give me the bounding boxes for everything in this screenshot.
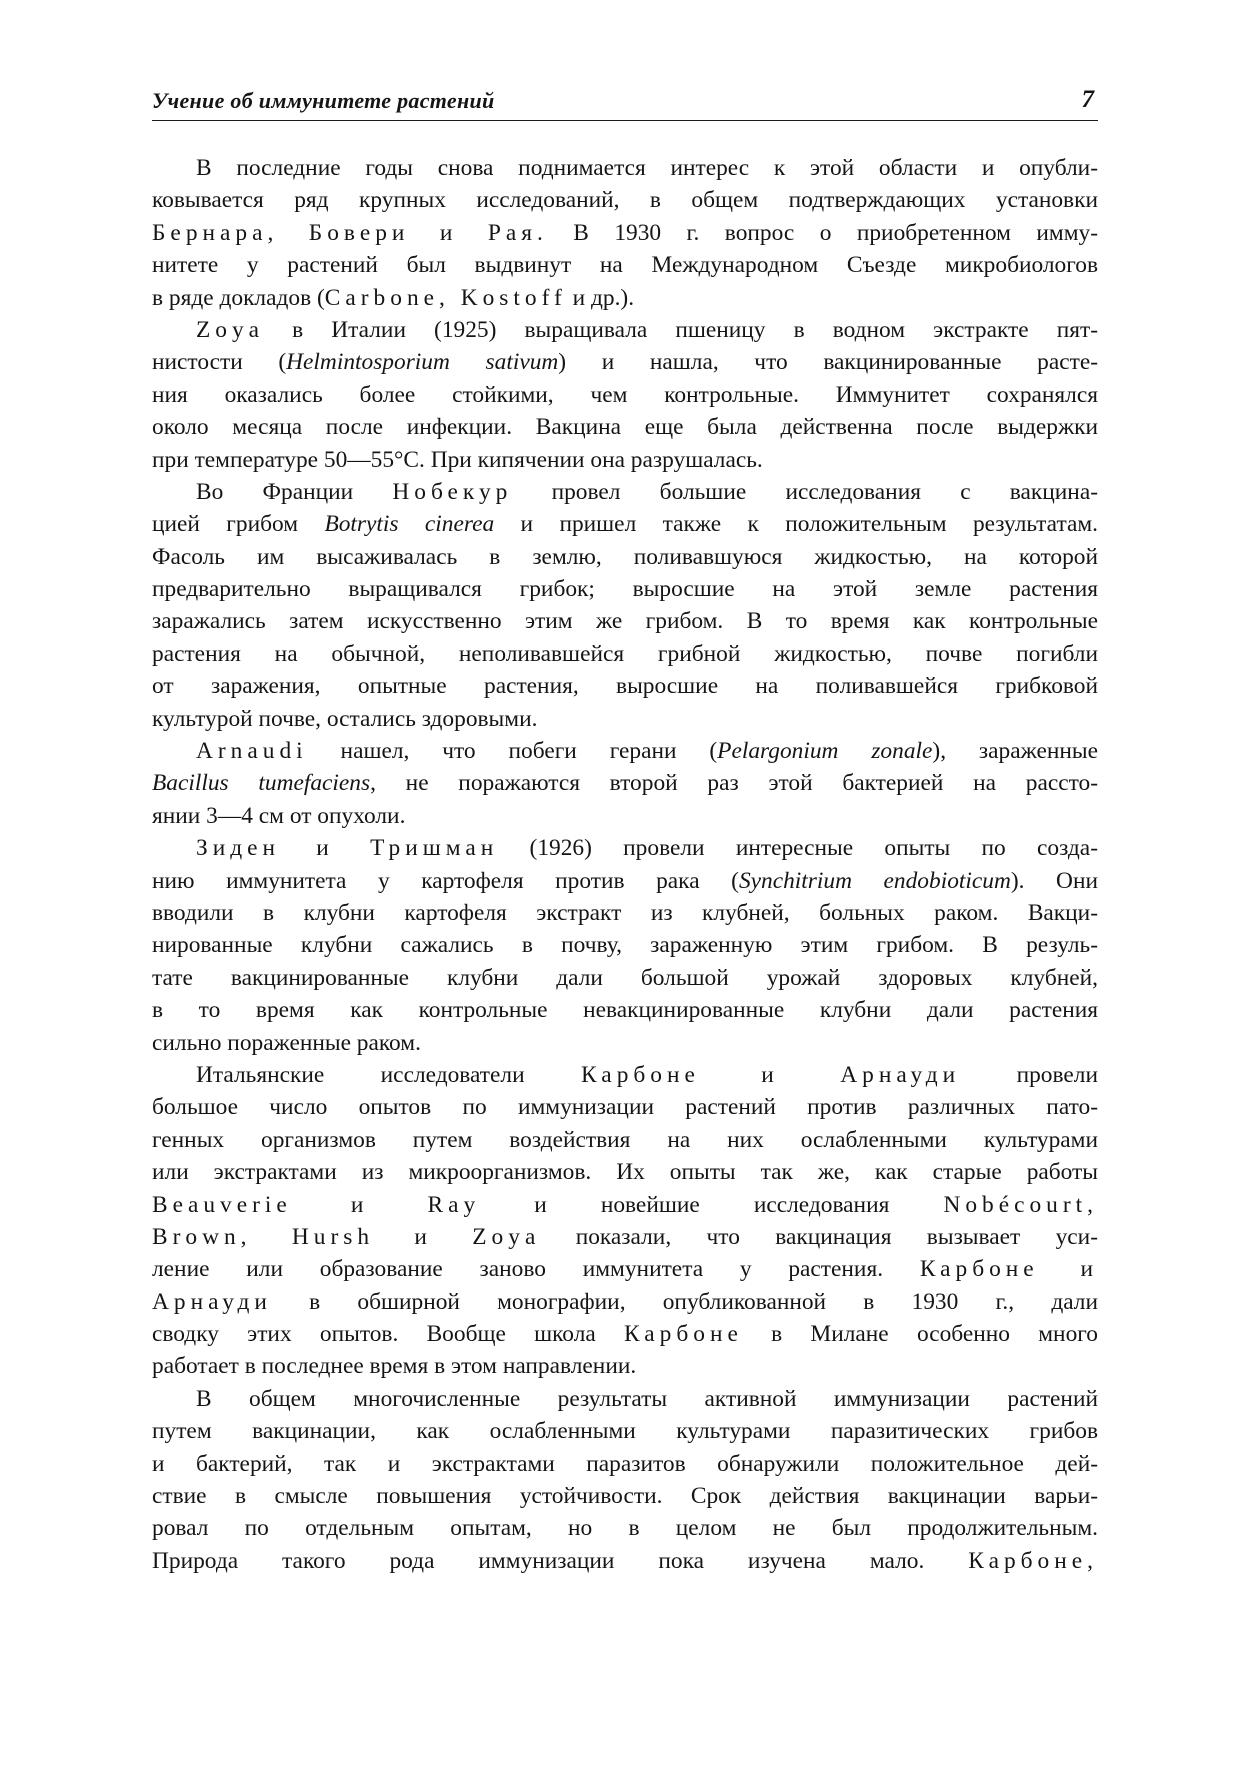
text-line (152, 1091, 1098, 1123)
text-line (152, 735, 1098, 767)
text-run: в Италии (1925) выращивала пшеницу в водном экстракте пят- (264, 316, 1098, 343)
text-run: провел большие исследования с вакцина- (512, 478, 1098, 505)
author-name: Carbone, Kostoff (324, 284, 567, 311)
text-run: вводили в клубни картофеля экстракт из клубней, больных раком. Вакци- (152, 899, 1098, 926)
text-line (152, 703, 1098, 735)
text-run: нированные клубни сажались в почву, зараженную этим грибом. В резуль- (152, 932, 1098, 959)
text-run: от заражения, опытные растения, выросшие на поливавшейся грибковой (152, 673, 1098, 700)
text-line (152, 573, 1098, 605)
text-run: ровал по отдельным опытам, но в целом не был продолжительным. (152, 1515, 1098, 1542)
text-line (152, 1383, 1098, 1415)
text-line (152, 1512, 1098, 1544)
text-line (152, 346, 1098, 378)
text-run: цией грибом (152, 511, 325, 538)
paragraph (152, 152, 1098, 314)
author-name: Zoya (196, 316, 265, 343)
text-run: ). Они (1010, 867, 1098, 894)
text-run: показали, что вакцинация вызывает уси- (540, 1223, 1098, 1250)
text-run: в ряде докладов ( (152, 284, 325, 311)
text-line (152, 800, 1098, 832)
text-run: В 1930 г. вопрос о приобретенном имму- (547, 219, 1098, 246)
text-run: Природа такого рода иммунизации пока изучена мало. (152, 1547, 969, 1574)
text-line (152, 1027, 1098, 1059)
text-line (152, 962, 1098, 994)
paragraph (152, 1383, 1098, 1577)
text-run: заражались затем искусственно этим же грибом. В то время как контрольные (152, 608, 1098, 635)
text-run: и др.). (566, 284, 635, 311)
text-run: в обширной монографии, опубликованной в 1930 г., дали (271, 1288, 1098, 1315)
text-line (152, 217, 1098, 249)
text-line (152, 605, 1098, 637)
author-name: Карбоне и Арнауди (581, 1061, 961, 1088)
text-line (152, 1545, 1098, 1577)
latin-name: Bacillus tumefaciens (152, 770, 371, 797)
text-run: Итальянские исследователи (196, 1061, 582, 1088)
latin-name: Synchitrium endobioticum (738, 867, 1011, 894)
text-run: и пришел также к положительным результатам. (494, 511, 1098, 538)
text-line (152, 1350, 1098, 1382)
text-run: генных организмов путем воздействия на них ослабленными культурами (152, 1126, 1098, 1153)
text-line (152, 476, 1098, 508)
text-run: Во Франции (196, 478, 393, 505)
text-run: нитете у растений был выдвинут на Международном Съезде микробиологов (152, 252, 1098, 279)
text-line (152, 249, 1098, 281)
text-run: сильно пораженные раком. (152, 1029, 421, 1056)
text-run: или экстрактами из микроорганизмов. Их опыты так же, как старые работы (152, 1159, 1098, 1186)
author-name: Карбоне и (919, 1256, 1098, 1283)
latin-name: Pelargonium zonale (717, 738, 933, 765)
text-run: сводку этих опытов. Вообще школа (152, 1321, 624, 1348)
running-title: Учение об иммунитете растений (152, 88, 495, 113)
text-line (152, 1189, 1098, 1221)
text-run: работает в последнее время в этом направлении. (152, 1353, 637, 1380)
author-name: Beauverie и Ray (152, 1191, 481, 1218)
body-text (152, 152, 1098, 1577)
text-run: в Милане особенно много (742, 1321, 1098, 1348)
text-run: тате вакцинированные клубни дали большой урожай здоровых клубней, (152, 964, 1098, 991)
text-run: растения на обычной, неполивавшейся грибной жидкостью, почве погибли (152, 640, 1098, 667)
text-line (152, 1253, 1098, 1285)
author-name: Карбоне, (968, 1547, 1098, 1574)
text-line (152, 1156, 1098, 1188)
text-line (152, 767, 1098, 799)
paragraph (152, 314, 1098, 476)
text-run: ния оказались более стойкими, чем контрольные. Иммунитет сохранялся (152, 381, 1098, 408)
latin-name: Helmintosporium sativum (286, 349, 559, 376)
author-name: Arnaudi (196, 738, 308, 765)
text-line (152, 379, 1098, 411)
text-line (152, 1480, 1098, 1512)
text-line (152, 1286, 1098, 1318)
text-line (152, 444, 1098, 476)
text-run: культурой почве, остались здоровыми. (152, 705, 538, 732)
author-name: Nobécourt, (943, 1191, 1099, 1218)
text-run: ковывается ряд крупных исследований, в общем подтверждающих установки (152, 187, 1098, 214)
text-line (152, 282, 1098, 314)
text-run: , не поражаются второй раз этой бактерией на рассто- (370, 770, 1098, 797)
text-line (152, 1059, 1098, 1091)
paragraph (152, 735, 1098, 832)
text-line (152, 897, 1098, 929)
text-run: В последние годы снова поднимается интерес к этой области и опубли- (196, 155, 1098, 181)
text-run: большое число опытов по иммунизации растений против различных пато- (152, 1094, 1098, 1121)
text-line (152, 994, 1098, 1026)
author-name: Бернара, Бовери и Рая. (152, 219, 548, 246)
text-run: нию иммунитета у картофеля против рака ( (152, 867, 739, 894)
author-name: Нобекур (392, 478, 513, 505)
text-line (152, 832, 1098, 864)
text-line (152, 508, 1098, 540)
paragraph (152, 476, 1098, 735)
text-run: предварительно выращивался грибок; выросшие на этой земле растения (152, 576, 1098, 603)
text-run: при температуре 50—55°C. При кипячении она разрушалась. (152, 446, 763, 473)
paragraph (152, 1059, 1098, 1383)
text-run: ) и нашла, что вакцинированные расте- (558, 349, 1098, 376)
text-line (152, 1448, 1098, 1480)
author-name: Арнауди (152, 1288, 272, 1315)
text-run: янии 3—4 см от опухоли. (152, 802, 406, 829)
text-run: нистости ( (152, 349, 287, 376)
text-run: и бактерий, так и экстрактами паразитов обнаружили положительное дей- (152, 1450, 1098, 1477)
text-line (152, 1415, 1098, 1447)
page-number: 7 (1081, 86, 1094, 113)
author-name: Brown, Hursh и Zoya (152, 1223, 541, 1250)
text-run: и новейшие исследования (480, 1191, 944, 1218)
text-run: в то время как контрольные невакцинированные клубни дали растения (152, 997, 1098, 1024)
text-run: Фасоль им высаживалась в землю, поливавшуюся жидкостью, на которой (152, 543, 1098, 570)
text-run: (1926) провели интересные опыты по созда- (498, 835, 1098, 862)
text-line (152, 1124, 1098, 1156)
text-line (152, 541, 1098, 573)
text-line (152, 184, 1098, 216)
text-run: ствие в смысле повышения устойчивости. Срок действия вакцинации варьи- (152, 1483, 1098, 1510)
text-run: около месяца после инфекции. Вакцина еще была действенна после выдержки (152, 414, 1098, 441)
paragraph (152, 832, 1098, 1059)
text-line (152, 638, 1098, 670)
text-line (152, 1221, 1098, 1253)
text-run: нашел, что побеги герани ( (307, 738, 718, 765)
text-run: В общем многочисленные результаты активной иммунизации растений (196, 1385, 1098, 1412)
running-head (152, 86, 1098, 121)
text-line (152, 929, 1098, 961)
text-line (152, 152, 1098, 184)
latin-name: Botrytis cinerea (324, 511, 495, 538)
text-line (152, 314, 1098, 346)
author-name: Зиден и Тришман (196, 835, 499, 862)
text-line (152, 411, 1098, 443)
text-run: ление или образование заново иммунитета у растения. (152, 1256, 920, 1283)
text-line (152, 670, 1098, 702)
text-run: ), зараженные (932, 738, 1098, 765)
text-run: путем вакцинации, как ослабленными культурами паразитических грибов (152, 1418, 1098, 1445)
text-line (152, 865, 1098, 897)
text-line (152, 1318, 1098, 1350)
author-name: Карбоне (624, 1321, 743, 1348)
text-run: провели (960, 1061, 1098, 1088)
